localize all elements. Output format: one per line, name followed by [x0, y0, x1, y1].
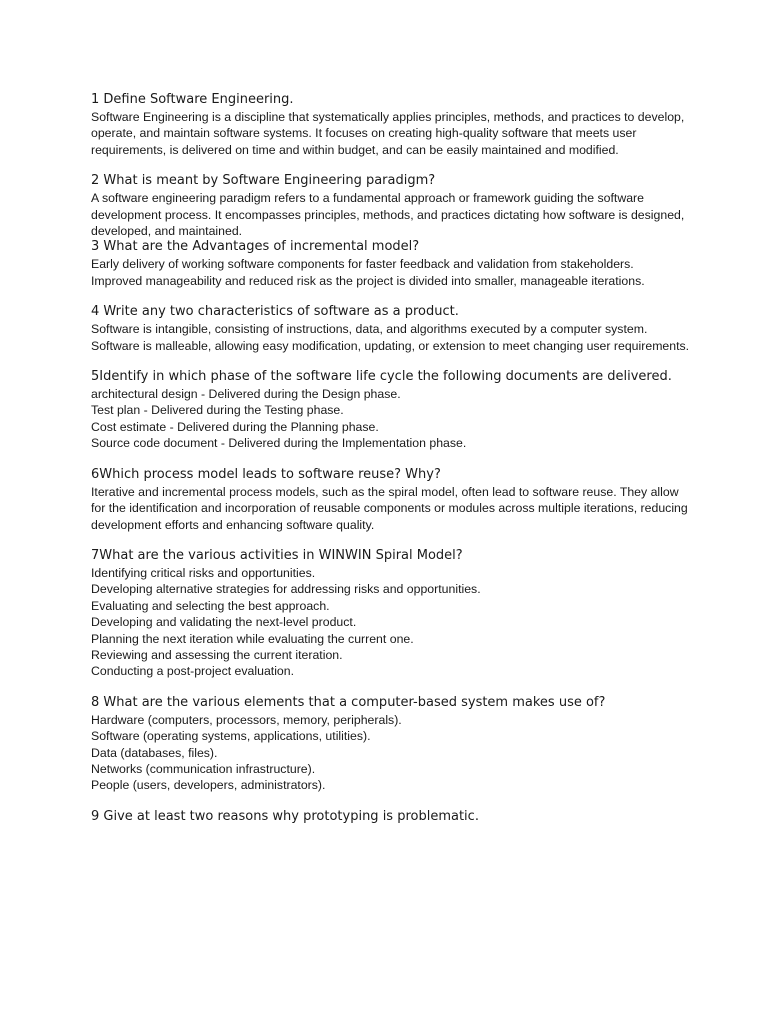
answer-line: Evaluating and selecting the best approach.	[91, 598, 330, 613]
question-heading: 4 Write any two characteristics of software as a product.	[91, 304, 459, 320]
answer-paragraph: Software is intangible, consisting of instructions, data, and algorithms executed by a computer system.	[91, 322, 648, 337]
answer-paragraph: A software engineering paradigm refers to a fundamental approach or framework guiding the software development process. It encompasses principles, methods, and practices dictating how software is designed, developed, and maintained.	[91, 191, 685, 239]
answer-paragraph: Early delivery of working software components for faster feedback and validation from stakeholders.	[91, 257, 634, 272]
question-heading: 9 Give at least two reasons why prototyping is problematic.	[91, 808, 479, 824]
answer-block	[91, 190, 691, 239]
question-8	[91, 695, 691, 794]
question-5	[91, 369, 691, 452]
answer-line: Test plan - Delivered during the Testing phase.	[91, 403, 344, 418]
answer-line: Hardware (computers, processors, memory, peripherals).	[91, 712, 402, 727]
question-heading: 8 What are the various elements that a computer-based system makes use of?	[91, 694, 606, 710]
answer-block	[91, 484, 691, 533]
answer-line: Source code document - Delivered during the Implementation phase.	[91, 436, 467, 451]
question-9	[91, 809, 691, 825]
answer-block	[91, 109, 691, 158]
answer-block	[91, 386, 691, 452]
answer-line: Developing and validating the next-level product.	[91, 615, 357, 630]
answer-line: Planning the next iteration while evaluating the current one.	[91, 631, 414, 646]
answer-line: Data (databases, files).	[91, 745, 218, 760]
answer-block	[91, 256, 691, 289]
question-6	[91, 467, 691, 533]
answer-line: Reviewing and assessing the current iteration.	[91, 647, 343, 662]
answer-line: People (users, developers, administrators).	[91, 778, 326, 793]
answer-paragraph: Software is malleable, allowing easy modification, updating, or extension to meet changing user requirements.	[91, 338, 690, 353]
answer-line: Conducting a post-project evaluation.	[91, 664, 295, 679]
question-heading: 5Identify in which phase of the software life cycle the following documents are delivered.	[91, 369, 672, 385]
document-body	[91, 92, 691, 840]
answer-block	[91, 712, 691, 794]
question-heading: 2 What is meant by Software Engineering paradigm?	[91, 173, 436, 189]
question-heading: 3 What are the Advantages of incremental model?	[91, 239, 420, 255]
question-heading: 7What are the various activities in WINWIN Spiral Model?	[91, 547, 463, 563]
answer-block	[91, 565, 691, 680]
question-4	[91, 304, 691, 354]
question-heading: 6Which process model leads to software reuse? Why?	[91, 466, 441, 482]
answer-line: Identifying critical risks and opportunities.	[91, 565, 316, 580]
answer-paragraph: Software Engineering is a discipline that systematically applies principles, methods, and practices to develop, operate, and maintain software systems. It focuses on creating high-quality software that meets user requirements, is delivered on time and within budget, and can be easily maintained and modified.	[91, 110, 685, 157]
question-7	[91, 548, 691, 680]
question-2	[91, 173, 691, 239]
answer-line: Developing alternative strategies for addressing risks and opportunities.	[91, 582, 481, 597]
answer-line: architectural design - Delivered during the Design phase.	[91, 387, 401, 402]
answer-paragraph: Improved manageability and reduced risk as the project is divided into smaller, manageable iterations.	[91, 273, 645, 288]
answer-line: Software (operating systems, applications, utilities).	[91, 729, 371, 744]
question-1	[91, 92, 691, 158]
answer-line: Networks (communication infrastructure).	[91, 761, 316, 776]
answer-paragraph: Iterative and incremental process models, such as the spiral model, often lead to software reuse. They allow for the identification and incorporation of reusable components or modules across multiple iterations, reducing development efforts and enhancing software quality.	[91, 484, 688, 532]
answer-line: Cost estimate - Delivered during the Planning phase.	[91, 419, 379, 434]
question-heading: 1 Define Software Engineering.	[91, 92, 294, 107]
question-3	[91, 239, 691, 289]
answer-block	[91, 321, 691, 354]
